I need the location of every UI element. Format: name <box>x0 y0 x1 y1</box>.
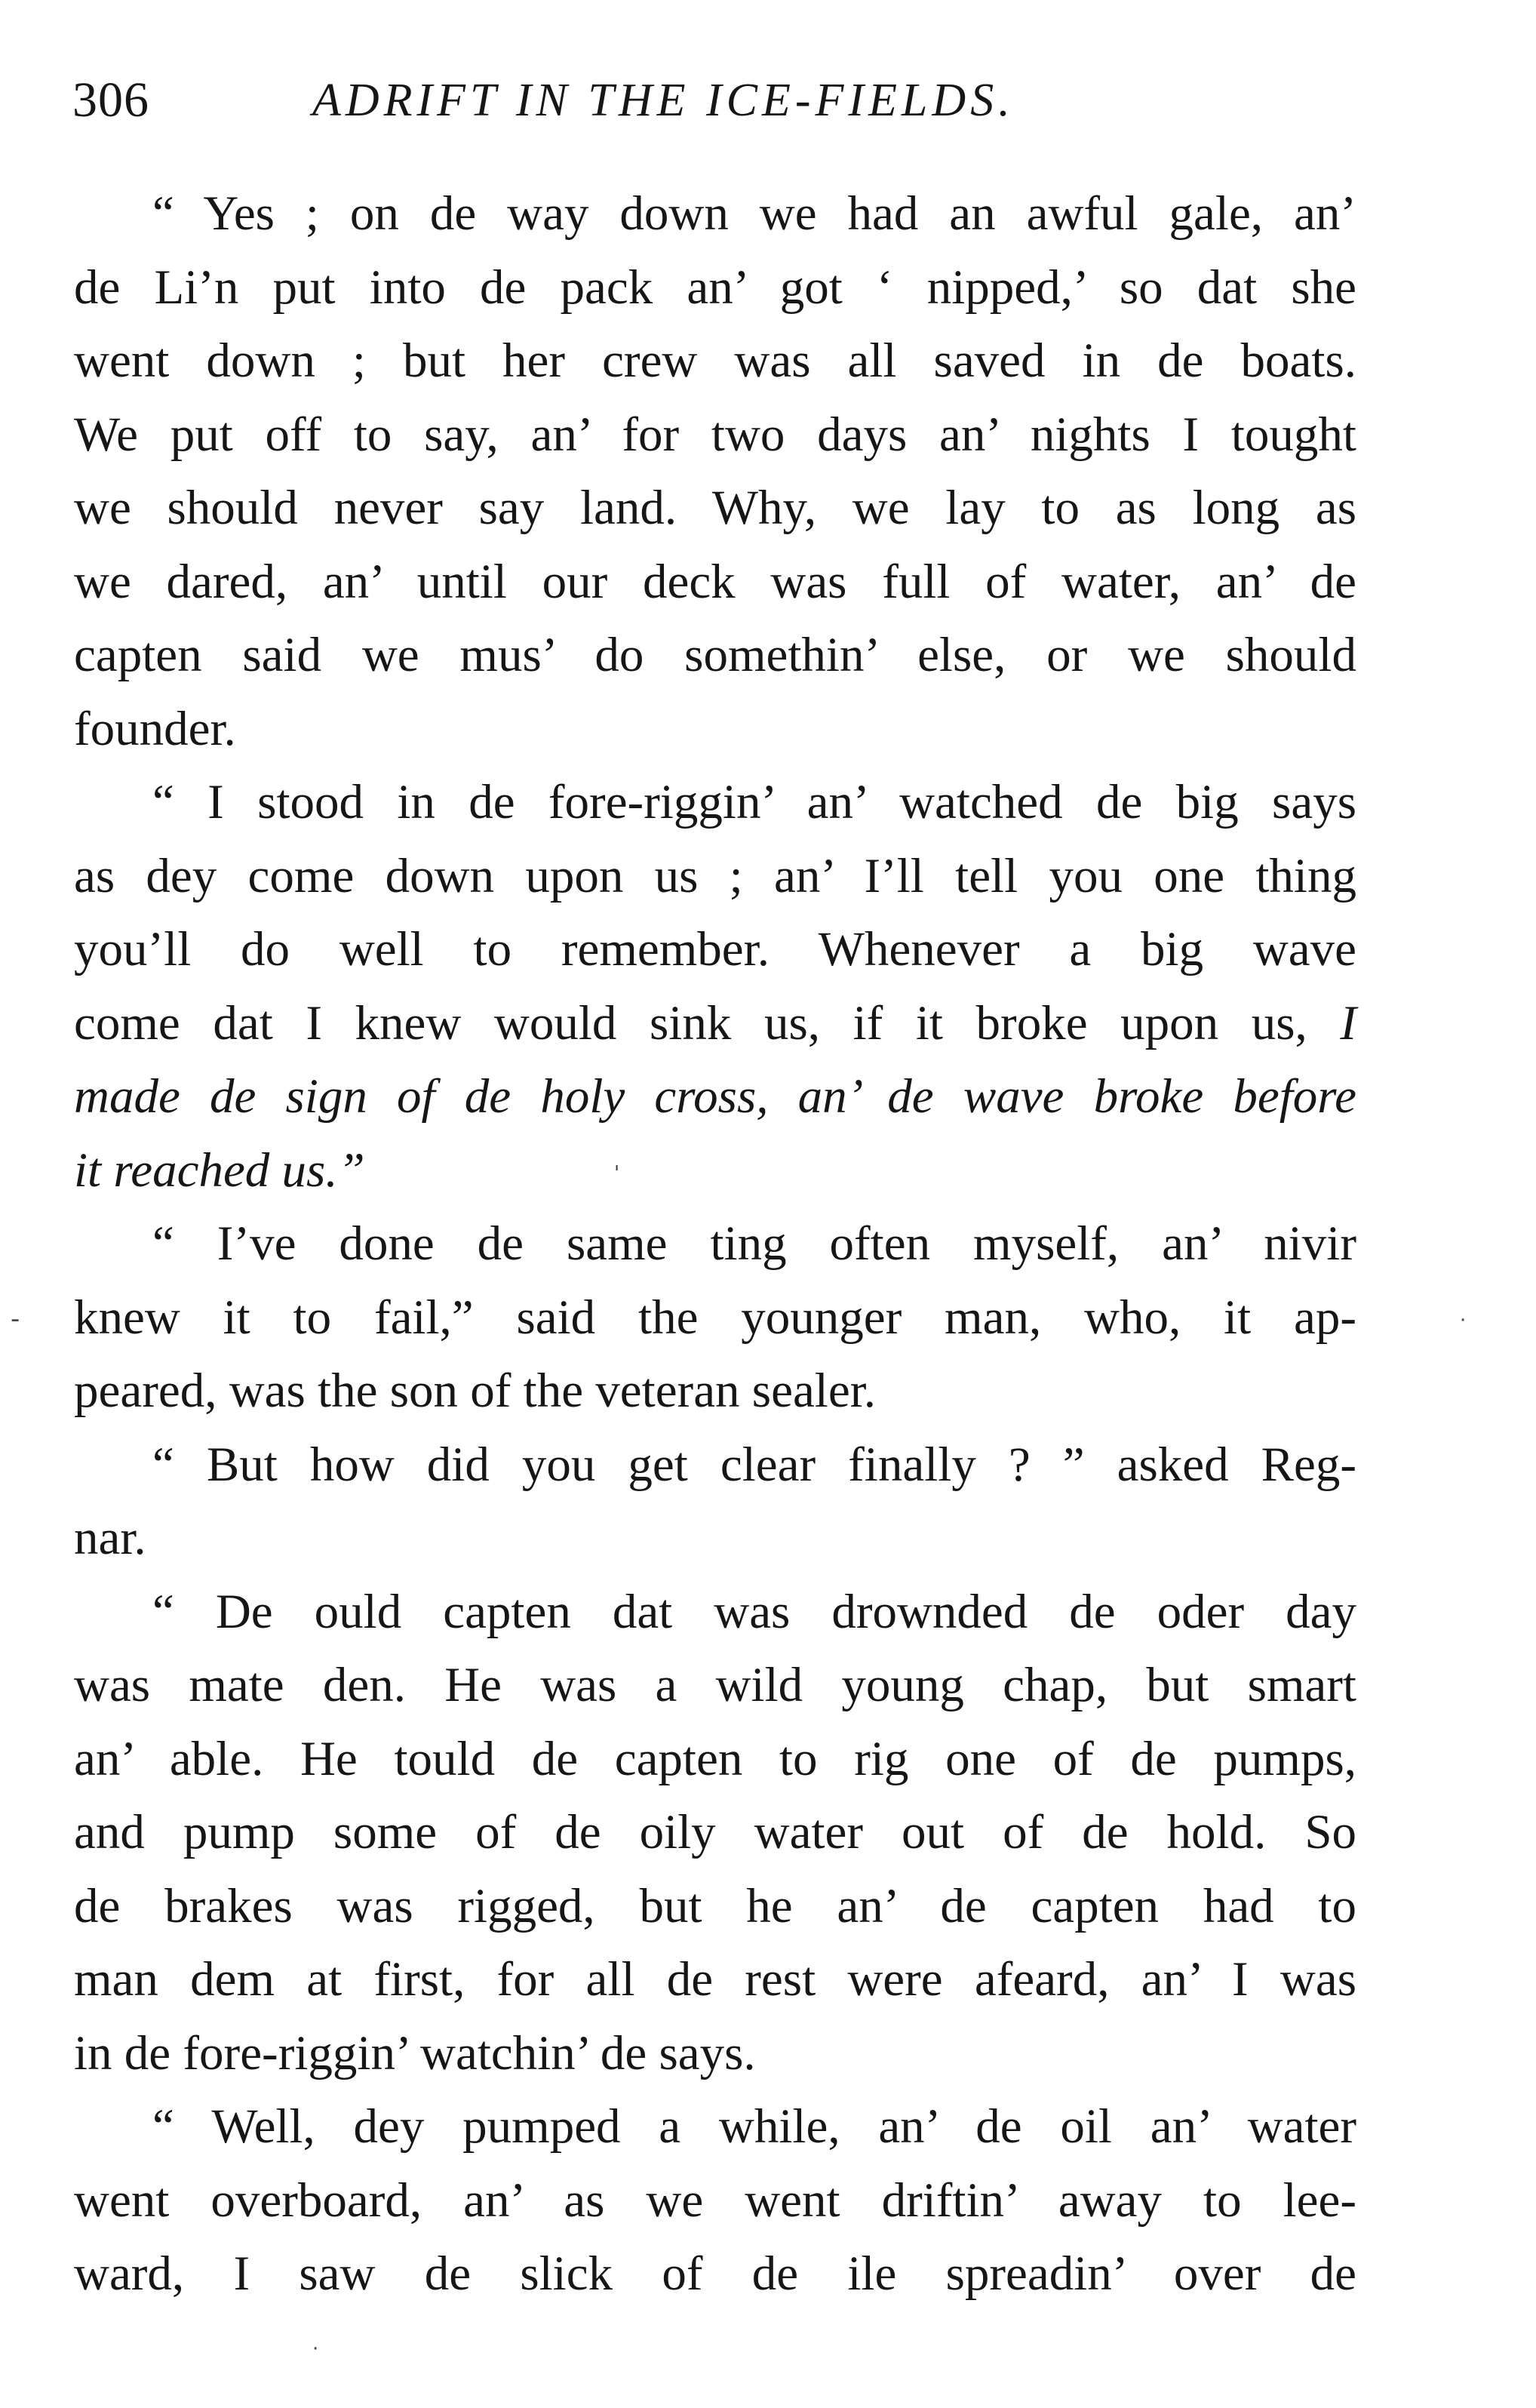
line-text: “ De ould capten dat was drownded de oder day <box>152 1584 1356 1639</box>
line-text: nar. <box>74 1511 146 1565</box>
line-text: we should never say land. Why, we lay to as long as <box>74 481 1356 535</box>
line-text: de Li’n put into de pack an’ got ‘ nipped,’ so dat she <box>74 260 1356 315</box>
line-text: “ But how did you get clear finally ? ” asked Reg- <box>152 1437 1356 1492</box>
text-line <box>74 2237 1356 2311</box>
text-line <box>74 840 1356 914</box>
text-line <box>74 987 1356 1061</box>
text-line <box>74 619 1356 693</box>
line-text: an’ able. He tould de capten to rig one of de pumps, <box>74 1731 1356 1786</box>
line-italic-tail: I <box>1340 995 1357 1050</box>
text-line <box>74 1134 1356 1208</box>
margin-speck: - <box>11 1304 20 1334</box>
text-line <box>74 2017 1356 2091</box>
text-line <box>74 1502 1356 1576</box>
margin-speck: ' <box>614 1162 620 1185</box>
text-line <box>74 2164 1356 2238</box>
body-text <box>74 177 1356 2311</box>
text-line <box>74 1281 1356 1355</box>
line-text: “ I stood in de fore-riggin’ an’ watched de big says <box>152 775 1356 829</box>
line-text: was mate den. He was a wild young chap, but smart <box>74 1658 1356 1712</box>
paragraph-first-line <box>152 1429 1356 1502</box>
text-line <box>74 324 1356 398</box>
line-text: we dared, an’ until our deck was full of water, an’ de <box>74 554 1356 609</box>
line-text: ward, I saw de slick of de ile spreadin’ over de <box>74 2247 1356 2301</box>
line-text: come dat I knew would sink us, if it broke upon us, <box>74 995 1307 1050</box>
paragraph-first-line <box>152 2090 1356 2164</box>
line-text: as dey come down upon us ; an’ I’ll tell you one thing <box>74 848 1356 903</box>
paragraph-first-line <box>152 1207 1356 1281</box>
line-text: made de sign of de holy cross, an’ de wave broke before <box>74 1069 1356 1124</box>
line-text: and pump some of de oily water out of de hold. So <box>74 1805 1356 1859</box>
text-line <box>74 251 1356 325</box>
line-text: peared, was the son of the veteran sealer. <box>74 1364 877 1418</box>
text-line <box>74 1355 1356 1429</box>
text-line <box>74 1870 1356 1944</box>
line-text: it reached us.” <box>74 1142 365 1198</box>
text-line <box>74 398 1356 472</box>
line-text: “ Yes ; on de way down we had an awful gale, an’ <box>152 186 1356 241</box>
line-text: man dem at first, for all de rest were afeard, an’ I was <box>74 1952 1356 2007</box>
line-text: in de fore-riggin’ watchin’ de says. <box>74 2025 756 2080</box>
text-line <box>74 1943 1356 2017</box>
text-line <box>74 1060 1356 1134</box>
text-line <box>74 1649 1356 1723</box>
line-text: “ I’ve done de same ting often myself, an’ nivir <box>152 1216 1356 1271</box>
text-line <box>74 546 1356 620</box>
margin-speck: · <box>1460 1309 1467 1332</box>
text-line <box>74 693 1356 767</box>
paragraph-first-line <box>152 1576 1356 1650</box>
running-title: ADRIFT IN THE ICE-FIELDS. <box>312 75 1015 126</box>
text-line <box>74 1796 1356 1870</box>
line-text: founder. <box>74 701 236 756</box>
line-text: went overboard, an’ as we went driftin’ away to lee- <box>74 2173 1356 2228</box>
line-text: capten said we mus’ do somethin’ else, or we should <box>74 628 1356 682</box>
line-text: de brakes was rigged, but he an’ de capten had to <box>74 1878 1356 1933</box>
page-header <box>72 66 1355 134</box>
page-number: 306 <box>72 72 149 128</box>
line-text: “ Well, dey pumped a while, an’ de oil an’ water <box>152 2099 1356 2154</box>
text-line <box>74 913 1356 987</box>
text-line <box>74 1723 1356 1797</box>
paragraph-first-line <box>152 766 1356 840</box>
line-text: We put off to say, an’ for two days an’ nights I tought <box>74 407 1356 462</box>
text-line <box>74 472 1356 546</box>
line-text: went down ; but her crew was all saved in de boats. <box>74 334 1356 388</box>
margin-speck: · <box>312 2338 319 2360</box>
line-text: you’ll do well to remember. Whenever a big wave <box>74 922 1356 976</box>
paragraph-first-line <box>152 177 1356 251</box>
line-text: knew it to fail,” said the younger man, who, it ap- <box>74 1290 1356 1345</box>
